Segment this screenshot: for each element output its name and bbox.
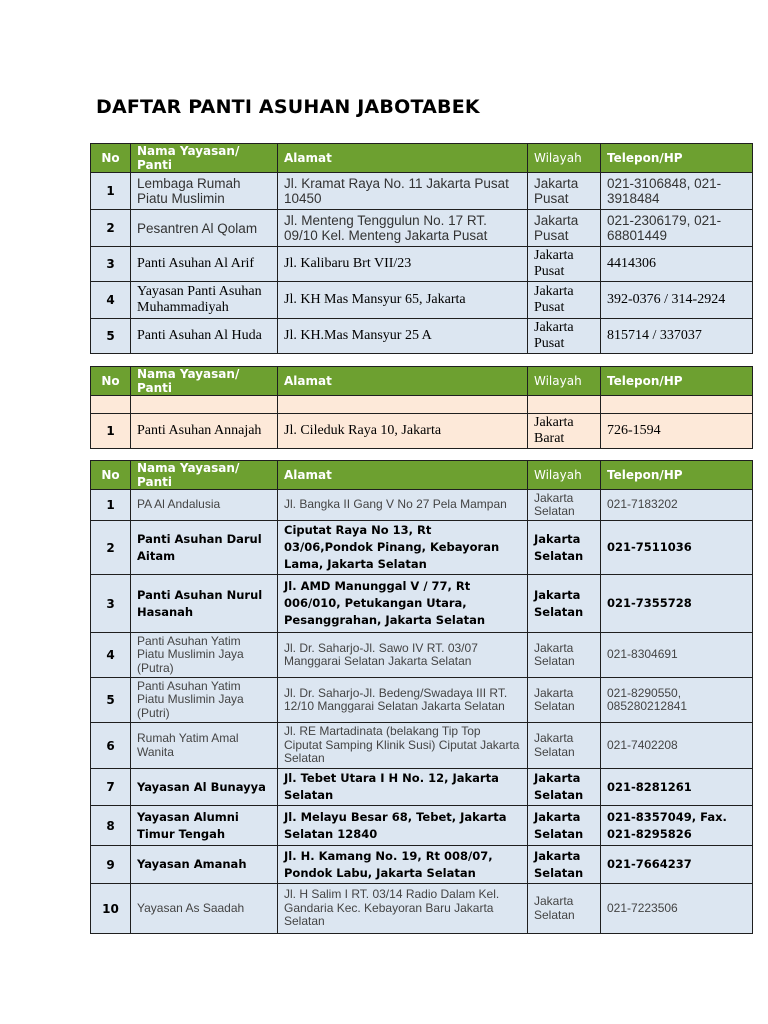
cell-alamat: Jl. RE Martadinata (belakang Tip Top Ciputat Samping Klinik Susi) Ciputat Jakarta Selatan (278, 723, 528, 769)
cell-nama: Panti Asuhan Al Arif (131, 247, 278, 282)
header-wilayah: Wilayah (528, 144, 601, 173)
cell-alamat: Jl. Dr. Saharjo-Jl. Bedeng/Swadaya III RT. 12/10 Manggarai Selatan Jakarta Selatan (278, 678, 528, 723)
table-row (91, 575, 753, 633)
cell-wilayah: Jakarta Selatan (528, 633, 601, 678)
table-row (91, 846, 753, 884)
cell-no: 7 (91, 769, 131, 806)
cell-alamat: Ciputat Raya No 13, Rt 03/06,Pondok Pinang, Kebayoran Lama, Jakarta Selatan (278, 521, 528, 575)
table-row (91, 678, 753, 723)
cell-telepon: 021-7355728 (601, 575, 753, 633)
cell-wilayah: Jakarta Selatan (528, 575, 601, 633)
cell-no: 3 (91, 247, 131, 282)
cell-wilayah: Jakarta Pusat (528, 319, 601, 354)
cell-nama: Lembaga Rumah Piatu Muslimin (131, 173, 278, 210)
table-row (91, 633, 753, 678)
cell-no: 2 (91, 210, 131, 247)
cell-wilayah: Jakarta Selatan (528, 521, 601, 575)
cell-no: 4 (91, 282, 131, 319)
header-alamat: Alamat (278, 367, 528, 396)
cell-nama: Yayasan Panti Asuhan Muhammadiyah (131, 282, 278, 319)
cell-no: 1 (91, 490, 131, 521)
cell-alamat: Jl. AMD Manunggal V / 77, Rt 006/010, Petukangan Utara, Pesanggrahan, Jakarta Selatan (278, 575, 528, 633)
table-row (91, 319, 753, 354)
cell-no: 5 (91, 319, 131, 354)
cell-wilayah: Jakarta Selatan (528, 678, 601, 723)
cell-telepon: 021-8281261 (601, 769, 753, 806)
cell-telepon: 021-7402208 (601, 723, 753, 769)
table-row (91, 521, 753, 575)
table-row-empty (91, 396, 753, 414)
cell-wilayah: Jakarta Pusat (528, 282, 601, 319)
cell-alamat: Jl. H Salim I RT. 03/14 Radio Dalam Kel. Gandaria Kec. Kebayoran Baru Jakarta Selatan (278, 884, 528, 934)
header-no: No (91, 144, 131, 173)
cell-telepon: 392-0376 / 314-2924 (601, 282, 753, 319)
header-telepon: Telepon/HP (601, 144, 753, 173)
cell-nama: Panti Asuhan Al Huda (131, 319, 278, 354)
cell-no: 5 (91, 678, 131, 723)
cell-alamat: Jl. Cileduk Raya 10, Jakarta (278, 414, 528, 449)
table-row (91, 414, 753, 449)
table-row (91, 806, 753, 846)
cell-wilayah: Jakarta Pusat (528, 210, 601, 247)
cell-wilayah: Jakarta Pusat (528, 173, 601, 210)
cell-alamat: Jl. Melayu Besar 68, Tebet, Jakarta Selatan 12840 (278, 806, 528, 846)
cell-no: 2 (91, 521, 131, 575)
table-row (91, 490, 753, 521)
header-telepon: Telepon/HP (601, 461, 753, 490)
cell-nama: Panti Asuhan Yatim Piatu Muslimin Jaya (Putra) (131, 633, 278, 678)
cell-nama: Yayasan Amanah (131, 846, 278, 884)
cell-wilayah: Jakarta Selatan (528, 723, 601, 769)
cell-nama: Yayasan As Saadah (131, 884, 278, 934)
cell-alamat: Jl. Menteng Tenggulun No. 17 RT. 09/10 Kel. Menteng Jakarta Pusat (278, 210, 528, 247)
cell-no: 10 (91, 884, 131, 934)
cell-nama: Panti Asuhan Yatim Piatu Muslimin Jaya (Putri) (131, 678, 278, 723)
cell-alamat: Jl. Tebet Utara I H No. 12, Jakarta Selatan (278, 769, 528, 806)
cell-telepon: 021-8304691 (601, 633, 753, 678)
cell-telepon: 021-7511036 (601, 521, 753, 575)
table-row (91, 723, 753, 769)
table-row (91, 769, 753, 806)
cell-telepon: 021-7183202 (601, 490, 753, 521)
header-nama: Nama Yayasan/ Panti (131, 144, 278, 173)
cell-alamat: Jl. H. Kamang No. 19, Rt 008/07, Pondok Labu, Jakarta Selatan (278, 846, 528, 884)
cell-telepon: 726-1594 (601, 414, 753, 449)
header-nama: Nama Yayasan/ Panti (131, 367, 278, 396)
cell-nama: Pesantren Al Qolam (131, 210, 278, 247)
cell-telepon: 021-2306179, 021-68801449 (601, 210, 753, 247)
table-row (91, 282, 753, 319)
cell-no: 1 (91, 414, 131, 449)
cell-alamat: Jl. KH Mas Mansyur 65, Jakarta (278, 282, 528, 319)
cell-nama: Panti Asuhan Darul Aitam (131, 521, 278, 575)
cell-wilayah: Jakarta Barat (528, 414, 601, 449)
cell-nama: Panti Asuhan Nurul Hasanah (131, 575, 278, 633)
cell-alamat: Jl. Dr. Saharjo-Jl. Sawo IV RT. 03/07 Manggarai Selatan Jakarta Selatan (278, 633, 528, 678)
cell-wilayah: Jakarta Selatan (528, 490, 601, 521)
header-alamat: Alamat (278, 144, 528, 173)
cell-nama: PA Al Andalusia (131, 490, 278, 521)
cell-no: 1 (91, 173, 131, 210)
cell-telepon: 021-3106848, 021-3918484 (601, 173, 753, 210)
cell-alamat: Jl. Kalibaru Brt VII/23 (278, 247, 528, 282)
cell-alamat: Jl. Kramat Raya No. 11 Jakarta Pusat 10450 (278, 173, 528, 210)
cell-no: 3 (91, 575, 131, 633)
cell-no: 4 (91, 633, 131, 678)
cell-alamat: Jl. Bangka II Gang V No 27 Pela Mampan (278, 490, 528, 521)
header-no: No (91, 461, 131, 490)
cell-telepon: 021-7223506 (601, 884, 753, 934)
table-jakarta-barat (90, 366, 753, 449)
cell-wilayah: Jakarta Selatan (528, 806, 601, 846)
table-jakarta-pusat (90, 143, 753, 354)
cell-wilayah: Jakarta Pusat (528, 247, 601, 282)
header-no: No (91, 367, 131, 396)
header-nama: Nama Yayasan/ Panti (131, 461, 278, 490)
cell-telepon: 021-8357049, Fax. 021-8295826 (601, 806, 753, 846)
cell-telepon: 021-8290550, 085280212841 (601, 678, 753, 723)
header-telepon: Telepon/HP (601, 367, 753, 396)
cell-nama: Panti Asuhan Annajah (131, 414, 278, 449)
header-wilayah: Wilayah (528, 367, 601, 396)
header-wilayah: Wilayah (528, 461, 601, 490)
cell-wilayah: Jakarta Selatan (528, 769, 601, 806)
cell-alamat: Jl. KH.Mas Mansyur 25 A (278, 319, 528, 354)
table-row (91, 884, 753, 934)
cell-telepon: 4414306 (601, 247, 753, 282)
cell-telepon: 021-7664237 (601, 846, 753, 884)
cell-nama: Rumah Yatim Amal Wanita (131, 723, 278, 769)
table-header (91, 461, 753, 490)
page-title: DAFTAR PANTI ASUHAN JABOTABEK (96, 96, 480, 118)
cell-telepon: 815714 / 337037 (601, 319, 753, 354)
cell-wilayah: Jakarta Selatan (528, 846, 601, 884)
table-header (91, 144, 753, 173)
cell-nama: Yayasan Al Bunayya (131, 769, 278, 806)
cell-no: 9 (91, 846, 131, 884)
table-row (91, 247, 753, 282)
header-alamat: Alamat (278, 461, 528, 490)
cell-wilayah: Jakarta Selatan (528, 884, 601, 934)
table-jakarta-selatan (90, 460, 753, 934)
table-row (91, 210, 753, 247)
table-row (91, 173, 753, 210)
cell-nama: Yayasan Alumni Timur Tengah (131, 806, 278, 846)
cell-no: 8 (91, 806, 131, 846)
cell-no: 6 (91, 723, 131, 769)
table-header (91, 367, 753, 396)
